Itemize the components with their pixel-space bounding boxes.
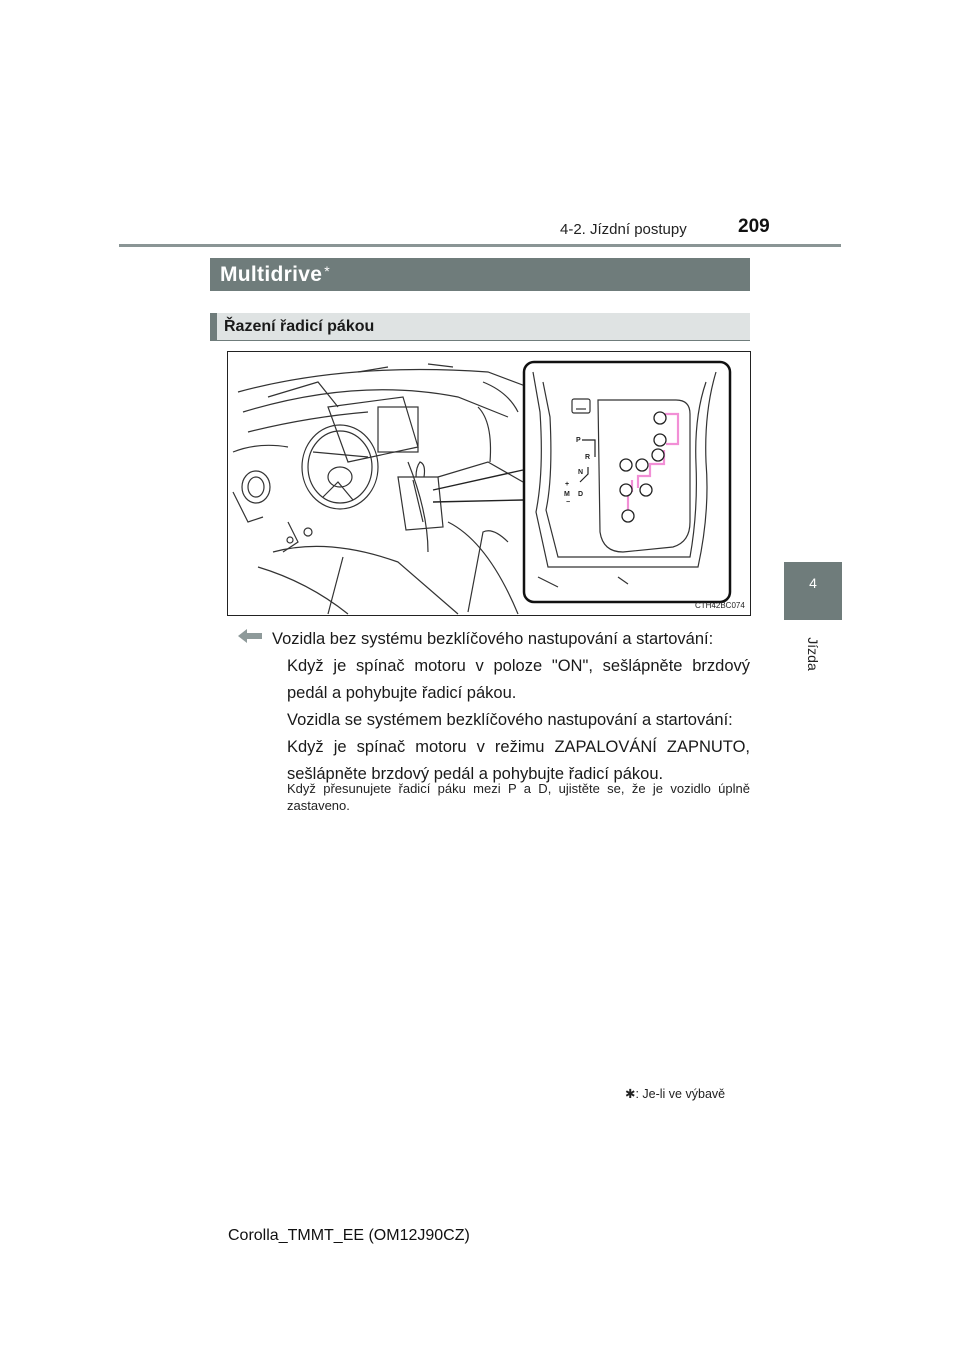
instruction-with-smart-entry: Když je spínač motoru v režimu ZAPALOVÁNÍ ZAPNUTO, sešlápněte brzdový pedál a pohybujte řadicí pákou. xyxy=(287,738,750,783)
chapter-tab-label: Jízda xyxy=(805,637,821,671)
chapter-tab-number: 4 xyxy=(809,575,817,591)
gate-label-m: M xyxy=(564,491,570,498)
gate-label-p: P xyxy=(576,437,581,444)
gate-label-d: D xyxy=(578,491,584,498)
document-footer: Corolla_TMMT_EE (OM12J90CZ) xyxy=(228,1227,470,1244)
car-interior-drawing xyxy=(228,352,750,615)
instruction-without-smart-entry: Když je spínač motoru v poloze "ON", sešlápněte brzdový pedál a pohybujte řadicí pákou. xyxy=(287,657,750,702)
section-title-text: Multidrive xyxy=(220,263,323,286)
condition-with-smart-entry: Vozidla se systémem bezklíčového nastupování a startování: xyxy=(287,711,733,729)
gate-label-n: N xyxy=(578,469,584,476)
footnote-if-equipped: ✱: Je-li ve výbavě xyxy=(625,1087,726,1101)
arrow-left-icon xyxy=(238,629,262,648)
page-number: 209 xyxy=(738,216,770,237)
section-title xyxy=(220,263,330,287)
gate-label-minus: − xyxy=(566,499,571,506)
figure-code: CTH42BC074 xyxy=(695,601,745,610)
gate-label-r: R xyxy=(585,454,591,461)
condition-without-smart-entry: Vozidla bez systému bezklíčového nastupování a startování: xyxy=(272,630,714,648)
chapter-tab xyxy=(784,562,842,620)
header-section-title: 4-2. Jízdní postupy xyxy=(560,221,687,238)
subsection-accent xyxy=(210,313,217,341)
header-divider xyxy=(119,244,841,247)
subsection-title: Řazení řadicí pákou xyxy=(224,318,375,335)
gate-label-plus: + xyxy=(565,481,570,488)
shift-lever-illustration xyxy=(227,351,751,616)
title-asterisk: * xyxy=(324,263,330,279)
note-stop-vehicle: Když přesunujete řadicí páku mezi P a D, ujistěte se, že je vozidlo úplně zastaveno. xyxy=(287,781,750,813)
